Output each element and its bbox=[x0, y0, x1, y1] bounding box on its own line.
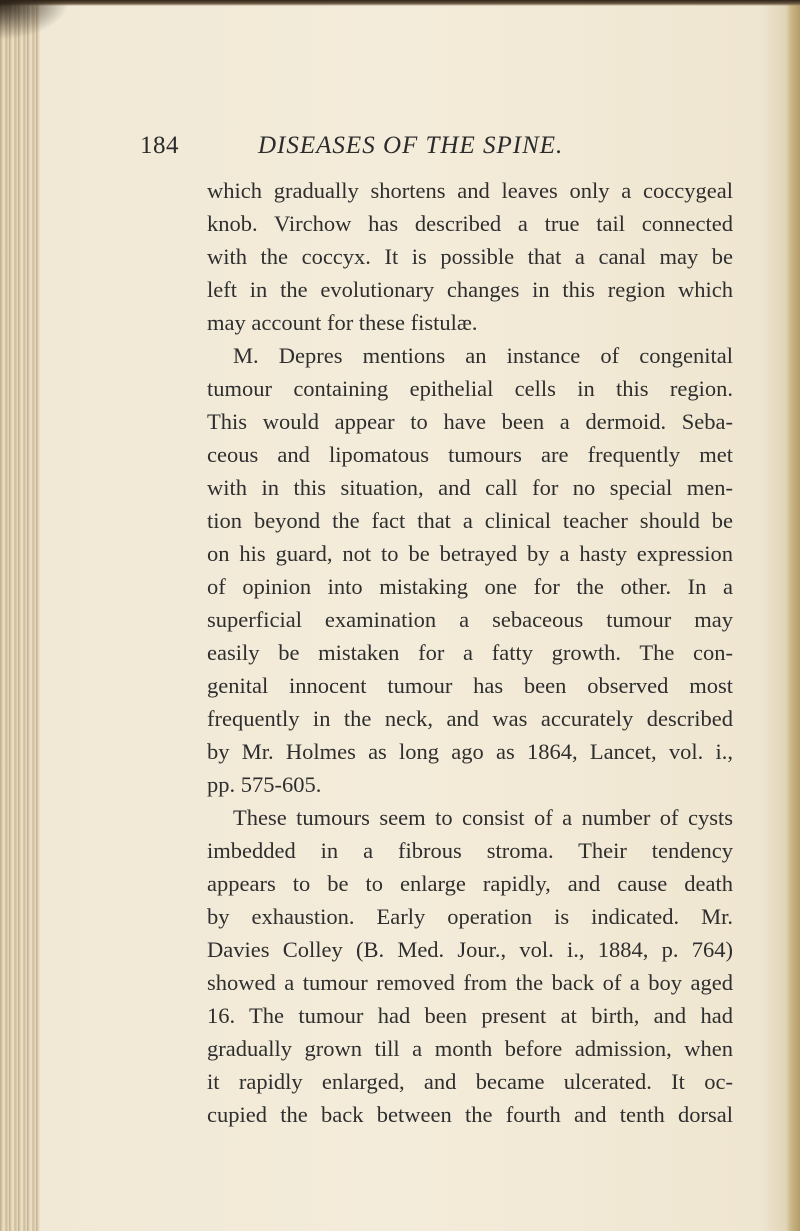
text-line: imbedded in a fibrous stroma. Their tendency bbox=[207, 838, 733, 863]
text-line: genital innocent tumour has been observed most bbox=[207, 673, 733, 698]
text-line: gradually grown till a month before admission, when bbox=[207, 1036, 733, 1061]
text-line: cupied the back between the fourth and tenth dorsal bbox=[207, 1102, 733, 1127]
text-line: Davies Colley (B. Med. Jour., vol. i., 1884, p. 764) bbox=[207, 937, 733, 962]
text-line: may account for these fistulæ. bbox=[207, 310, 478, 335]
text-line: on his guard, not to be betrayed by a hasty expression bbox=[207, 541, 733, 566]
text-line: with the coccyx. It is possible that a canal may be bbox=[207, 244, 733, 269]
page-header bbox=[140, 132, 640, 166]
text-line: appears to be to enlarge rapidly, and cause death bbox=[207, 871, 733, 896]
text-line: M. Depres mentions an instance of congenital bbox=[233, 343, 733, 368]
text-line: it rapidly enlarged, and became ulcerated. It oc- bbox=[207, 1069, 733, 1094]
text-line: 16. The tumour had been present at birth, and had bbox=[207, 1003, 733, 1028]
page-right-edge bbox=[786, 0, 800, 1231]
top-shadow bbox=[0, 0, 800, 6]
text-line: by Mr. Holmes as long ago as 1864, Lancet, vol. i., bbox=[207, 739, 733, 764]
text-line: tion beyond the fact that a clinical teacher should be bbox=[207, 508, 733, 533]
running-title: DISEASES OF THE SPINE. bbox=[258, 132, 564, 159]
text-line: ceous and lipomatous tumours are frequently met bbox=[207, 442, 733, 467]
text-line: These tumours seem to consist of a number of cysts bbox=[233, 805, 733, 830]
text-line: superficial examination a sebaceous tumour may bbox=[207, 607, 733, 632]
corner-shadow bbox=[0, 0, 70, 40]
text-line: with in this situation, and call for no special men- bbox=[207, 475, 733, 500]
text-line: frequently in the neck, and was accurately described bbox=[207, 706, 733, 731]
text-line: by exhaustion. Early operation is indicated. Mr. bbox=[207, 904, 733, 929]
text-line: knob. Virchow has described a true tail connected bbox=[207, 211, 733, 236]
text-line: which gradually shortens and leaves only a coccygeal bbox=[207, 178, 733, 203]
text-line: pp. 575-605. bbox=[207, 772, 322, 797]
text-line: easily be mistaken for a fatty growth. The con- bbox=[207, 640, 733, 665]
text-line: showed a tumour removed from the back of a boy aged bbox=[207, 970, 733, 995]
text-line: of opinion into mistaking one for the other. In a bbox=[207, 574, 733, 599]
book-spine-edge bbox=[0, 0, 40, 1231]
text-line: This would appear to have been a dermoid. Seba- bbox=[207, 409, 733, 434]
page-number: 184 bbox=[140, 132, 179, 159]
text-line: left in the evolutionary changes in this region which bbox=[207, 277, 733, 302]
text-line: tumour containing epithelial cells in this region. bbox=[207, 376, 733, 401]
